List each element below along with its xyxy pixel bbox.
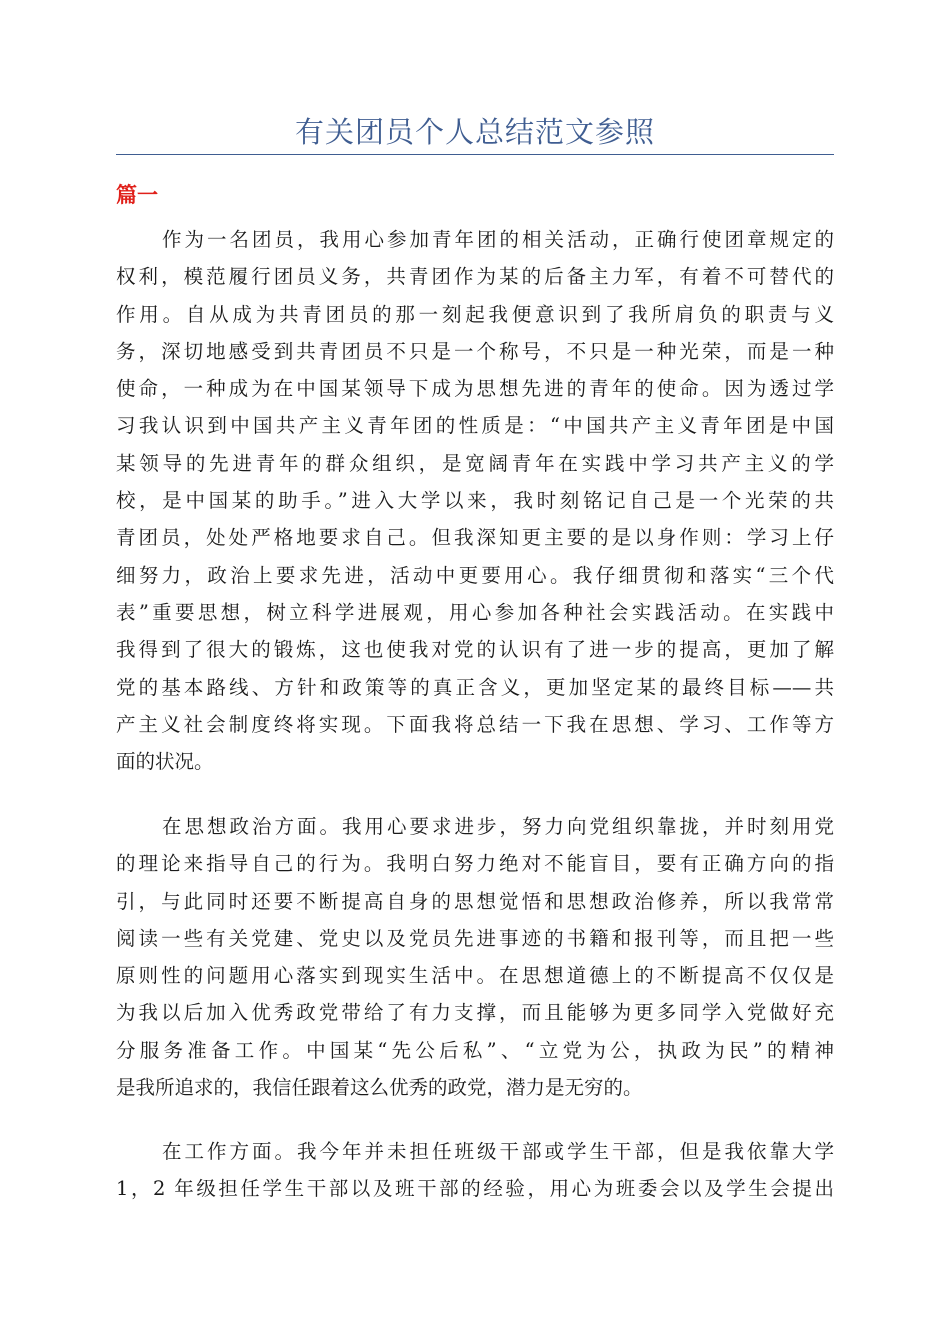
paragraph-line: 使命，一种成为在中国某领导下成为思想先进的青年的使命。因为透过学 [116, 377, 834, 401]
paragraph-line: 细努力，政治上要求先进，活动中更要用心。我仔细贯彻和落实“三个代 [116, 563, 834, 587]
paragraph-1 [116, 221, 834, 780]
paragraph-line: 是我所追求的，我信任跟着这么优秀的政党，潜力是无穷的。 [116, 1076, 643, 1100]
paragraph-2 [116, 808, 834, 1106]
paragraph-line: 作为一名团员，我用心参加青年团的相关活动，正确行使团章规定的 [162, 228, 834, 251]
paragraph-line: 为我以后加入优秀政党带给了有力支撑，而且能够为更多同学入党做好充 [116, 1001, 834, 1025]
paragraph-line: 引，与此同时还要不断提高自身的思想觉悟和思想政治修养，所以我常常 [116, 889, 834, 913]
paragraph-line: 青团员，处处严格地要求自己。但我深知更主要的是以身作则：学习上仔 [116, 526, 834, 550]
paragraph-line: 表”重要思想，树立科学进展观，用心参加各种社会实践活动。在实践中 [116, 600, 834, 624]
paragraph-line: 我得到了很大的锻炼，这也使我对党的认识有了进一步的提高，更加了解 [116, 638, 834, 662]
section-heading: 篇一 [116, 183, 158, 207]
paragraph-line: 校，是中国某的助手。”进入大学以来，我时刻铭记自己是一个光荣的共 [116, 489, 834, 513]
document-title: 有关团员个人总结范文参照 [294, 115, 655, 149]
paragraph-line: 面的状况。 [116, 750, 214, 774]
paragraph-line: 在思想政治方面。我用心要求进步，努力向党组织靠拢，并时刻用党 [162, 815, 834, 838]
title-divider [116, 154, 834, 155]
paragraph-line: 务，深切地感受到共青团员不只是一个称号，不只是一种光荣，而是一种 [116, 339, 834, 363]
paragraph-line: 党的基本路线、方针和政策等的真正含义，更加坚定某的最终目标——共 [116, 675, 834, 699]
paragraph-3 [116, 1133, 834, 1208]
paragraph-line: 产主义社会制度终将实现。下面我将总结一下我在思想、学习、工作等方 [116, 712, 834, 736]
paragraph-line: 原则性的问题用心落实到现实生活中。在思想道德上的不断提高不仅仅是 [116, 964, 834, 988]
paragraph-line: 的理论来指导自己的行为。我明白努力绝对不能盲目，要有正确方向的指 [116, 852, 834, 876]
paragraph-line: 某领导的先进青年的群众组织，是宽阔青年在实践中学习共产主义的学 [116, 451, 834, 475]
paragraph-line: 习我认识到中国共产主义青年团的性质是：“中国共产主义青年团是中国 [116, 414, 834, 438]
paragraph-line: 作用。自从成为共青团员的那一刻起我便意识到了我所肩负的职责与义 [116, 302, 834, 326]
paragraph-line: 阅读一些有关党建、党史以及党员先进事迹的书籍和报刊等，而且把一些 [116, 926, 834, 950]
paragraph-line: 分服务准备工作。中国某“先公后私”、“立党为公，执政为民”的精神 [116, 1038, 834, 1062]
paragraph-line: 在工作方面。我今年并未担任班级干部或学生干部，但是我依靠大学 [162, 1140, 834, 1163]
paragraph-line: 权利，模范履行团员义务，共青团作为某的后备主力军，有着不可替代的 [116, 265, 834, 289]
paragraph-line: 1，2 年级担任学生干部以及班干部的经验，用心为班委会以及学生会提出 [116, 1177, 834, 1201]
